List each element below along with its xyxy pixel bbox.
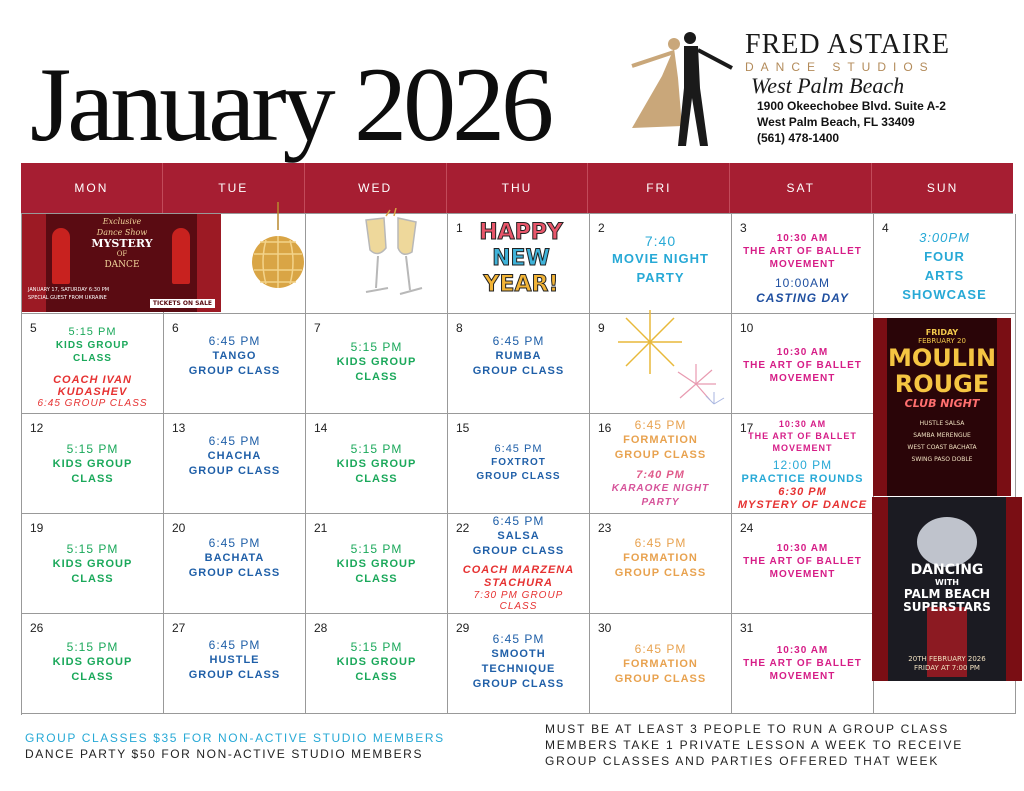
- event-time: 5:15 PM: [350, 340, 403, 354]
- poster-text: SPECIAL GUEST FROM UKRAINE: [28, 295, 107, 301]
- poster-text: WEST COAST BACHATA: [907, 444, 977, 451]
- day-cell-21: [306, 514, 448, 614]
- weekday-sat: SAT: [730, 163, 872, 213]
- disco-ball-icon: [250, 202, 306, 302]
- poster-text: TICKETS ON SALE: [150, 299, 215, 308]
- day-cell-24: [732, 514, 874, 614]
- event-time: 6:45 PM: [634, 642, 687, 656]
- mystery-of-dance-poster: [22, 214, 221, 312]
- event-time: 5:15 PM: [66, 640, 119, 654]
- dancing-couple-logo: [612, 28, 744, 150]
- day-cell-14: [306, 414, 448, 514]
- poster-text: SUPERSTARS: [903, 600, 991, 614]
- date-number: 28: [314, 621, 328, 635]
- moulin-rouge-poster: [873, 318, 1011, 496]
- event-title: THE ART OF BALLET: [743, 556, 862, 567]
- hny-year: YEAR!: [483, 272, 559, 297]
- event-time: 6:30 PM: [778, 486, 827, 498]
- day-cell-15: [448, 414, 590, 514]
- day-cell-29: [448, 614, 590, 714]
- event-time: 3:00PM: [919, 230, 970, 245]
- event-title: KIDS GROUP: [52, 458, 133, 470]
- event-title: MOVIE NIGHT: [612, 251, 709, 266]
- event-title: KIDS GROUP: [336, 356, 417, 368]
- event-title: CLASS: [73, 353, 112, 364]
- poster-text: MOULIN: [887, 344, 997, 372]
- weekday-fri: FRI: [588, 163, 730, 213]
- event-title: MOVEMENT: [769, 259, 836, 270]
- event-time: 6:45 PM: [634, 536, 687, 550]
- dance-party-price-note: DANCE PARTY $50 FOR NON-ACTIVE STUDIO MEMBERS: [25, 747, 424, 761]
- day-cell-9: [590, 314, 732, 414]
- event-title: CLASS: [355, 671, 398, 683]
- event-title: FORMATION: [623, 658, 698, 670]
- date-number: 29: [456, 621, 470, 635]
- day-cell-2: [590, 214, 732, 314]
- date-number: 19: [30, 521, 44, 535]
- event-title: CLASS: [71, 671, 114, 683]
- coach-name: COACH IVAN: [53, 374, 132, 386]
- event-title: SMOOTH: [491, 648, 546, 660]
- event-time: 7:40 PM: [636, 469, 685, 481]
- date-number: 9: [598, 321, 605, 335]
- event-title: FORMATION: [623, 434, 698, 446]
- event-title: GROUP CLASS: [188, 365, 281, 377]
- event-time: 6:45 PM: [208, 638, 261, 652]
- day-cell-empty: [306, 214, 448, 314]
- day-cell-30: [590, 614, 732, 714]
- hny-happy: HAPPY: [479, 220, 563, 245]
- poster-text: WITH: [935, 578, 959, 587]
- event-title: KIDS GROUP: [336, 656, 417, 668]
- day-cell-16: [590, 414, 732, 514]
- weekday-header: [21, 163, 1013, 213]
- event-title: CHACHA: [207, 450, 262, 462]
- day-cell-6: [164, 314, 306, 414]
- event-time: 5:15 PM: [350, 542, 403, 556]
- event-title: CLASS: [355, 473, 398, 485]
- poster-text: DANCE: [104, 260, 140, 270]
- coach-name: STACHURA: [484, 577, 553, 589]
- calendar-title: January 2026: [30, 46, 551, 163]
- poster-text: FEBRUARY 20: [918, 337, 966, 345]
- event-title: MOVEMENT: [769, 671, 836, 682]
- coach-name: KUDASHEV: [57, 386, 128, 398]
- event-time: 10:30 AM: [778, 419, 827, 429]
- event-title: CLASS: [355, 573, 398, 585]
- event-title: BACHATA: [204, 552, 265, 564]
- event-time: 6:45 PM: [492, 334, 545, 348]
- day-cell-22: [448, 514, 590, 614]
- fireworks-icon: [610, 304, 732, 414]
- event-title: TANGO: [212, 350, 257, 362]
- day-cell-10: [732, 314, 874, 414]
- date-number: 21: [314, 521, 328, 535]
- date-number: 17: [740, 421, 754, 435]
- event-time: 6:45 PM: [494, 443, 543, 455]
- event-title: THE ART OF BALLET: [743, 246, 862, 257]
- date-number: 12: [30, 421, 44, 435]
- event-time: 6:45 PM: [208, 536, 261, 550]
- date-number: 14: [314, 421, 328, 435]
- date-number: 13: [172, 421, 186, 435]
- day-cell-7: [306, 314, 448, 414]
- event-title: GROUP CLASS: [472, 678, 565, 690]
- happy-new-year-graphic: [468, 220, 574, 308]
- dancing-superstars-poster: [872, 497, 1022, 681]
- event-time: 6:45 PM: [492, 632, 545, 646]
- poster-text: 20TH FEBRUARY 2026: [908, 655, 986, 663]
- day-cell-13: [164, 414, 306, 514]
- event-title: CASTING DAY: [756, 291, 849, 305]
- poster-text: FRIDAY: [925, 328, 959, 337]
- event-time: 6:45 PM: [634, 418, 687, 432]
- day-cell-12: [22, 414, 164, 514]
- event-title: FORMATION: [623, 552, 698, 564]
- weekday-wed: WED: [305, 163, 447, 213]
- phone-number: (561) 478-1400: [757, 131, 840, 145]
- event-title: THE ART OF BALLET: [743, 658, 862, 669]
- day-cell-23: [590, 514, 732, 614]
- date-number: 6: [172, 321, 179, 335]
- event-title: KIDS GROUP: [52, 558, 133, 570]
- event-title: CLASS: [71, 573, 114, 585]
- policy-line: MUST BE AT LEAST 3 PEOPLE TO RUN A GROUP CLASS: [545, 722, 950, 736]
- poster-text: HUSTLE SALSA: [919, 420, 965, 427]
- event-time: 5:15 PM: [68, 326, 117, 338]
- studio-name: FRED ASTAIRE: [745, 29, 951, 60]
- date-number: 7: [314, 321, 321, 335]
- event-time: 10:00AM: [774, 276, 831, 290]
- day-cell-19: [22, 514, 164, 614]
- event-time: 10:30 AM: [776, 645, 829, 656]
- poster-text: Dance Show: [96, 228, 148, 237]
- date-number: 3: [740, 221, 747, 235]
- day-cell-8: [448, 314, 590, 414]
- date-number: 23: [598, 521, 612, 535]
- date-number: 24: [740, 521, 754, 535]
- event-title: 7:30 PM GROUP: [473, 590, 564, 601]
- poster-text: PALM BEACH: [903, 587, 991, 601]
- event-title: KARAOKE NIGHT: [611, 483, 710, 494]
- event-time: 5:15 PM: [350, 442, 403, 456]
- event-title: FOXTROT: [491, 457, 546, 468]
- day-cell-4: [874, 214, 1016, 314]
- event-title: CLASS: [355, 371, 398, 383]
- event-time: 12:00 PM: [772, 458, 833, 472]
- event-title: KIDS GROUP: [55, 340, 130, 351]
- coach-name: COACH MARZENA: [462, 564, 575, 576]
- date-number: 16: [598, 421, 612, 435]
- studio-location: West Palm Beach: [751, 73, 905, 98]
- date-number: 4: [882, 221, 889, 235]
- date-number: 22: [456, 521, 470, 535]
- hny-new: NEW: [492, 246, 550, 271]
- event-title: GROUP CLASS: [614, 673, 707, 685]
- weekday-thu: THU: [447, 163, 589, 213]
- poster-text: MYSTERY: [91, 237, 153, 250]
- day-cell-1: [448, 214, 590, 314]
- event-title: ARTS: [924, 268, 965, 283]
- weekday-mon: MON: [21, 163, 163, 213]
- event-title: HUSTLE: [209, 654, 260, 666]
- date-number: 30: [598, 621, 612, 635]
- event-time: 6:45 PM: [208, 434, 261, 448]
- event-title: PARTY: [636, 270, 685, 285]
- disco-ball-icon: [917, 517, 977, 567]
- date-number: 27: [172, 621, 186, 635]
- pricing-notes: [25, 730, 445, 762]
- event-title: GROUP CLASS: [614, 567, 707, 579]
- poster-text: SAMBA MERENGUE: [913, 432, 971, 439]
- event-title: KIDS GROUP: [336, 458, 417, 470]
- policy-notes: [545, 721, 1015, 769]
- event-time: 6:45 PM: [492, 514, 545, 528]
- poster-text: OF: [116, 250, 128, 258]
- studio-brand: [745, 30, 1015, 146]
- day-cell-5: [22, 314, 164, 414]
- poster-text: FRIDAY AT 7:00 PM: [914, 664, 980, 672]
- event-title: THE ART OF BALLET: [743, 360, 862, 371]
- event-title: GROUP CLASS: [188, 567, 281, 579]
- event-title: MOVEMENT: [769, 569, 836, 580]
- event-time: 5:15 PM: [350, 640, 403, 654]
- date-number: 1: [456, 221, 463, 235]
- event-time: 5:15 PM: [66, 442, 119, 456]
- day-cell-20: [164, 514, 306, 614]
- event-title: PARTY: [641, 497, 680, 508]
- policy-line: MEMBERS TAKE 1 PRIVATE LESSON A WEEK TO RECEIVE: [545, 738, 964, 752]
- day-cell-3: [732, 214, 874, 314]
- event-title: 6:45 GROUP CLASS: [37, 398, 148, 409]
- event-title: SALSA: [497, 530, 540, 542]
- poster-text: DANCING: [910, 562, 984, 578]
- event-time: 5:15 PM: [66, 542, 119, 556]
- event-title: GROUP CLASS: [472, 545, 565, 557]
- event-title: THE ART OF BALLET: [748, 431, 857, 441]
- event-time: 10:30 AM: [776, 233, 829, 244]
- event-time: 10:30 AM: [776, 543, 829, 554]
- event-time: 6:45 PM: [208, 334, 261, 348]
- event-title: FOUR: [924, 249, 965, 264]
- day-cell-17: [732, 414, 874, 514]
- day-cell-26: [22, 614, 164, 714]
- event-title: TECHNIQUE: [481, 663, 556, 675]
- address-line-2: West Palm Beach, FL 33409: [757, 115, 915, 129]
- date-number: 31: [740, 621, 754, 635]
- event-time: 7:40: [644, 233, 677, 249]
- event-title: PRACTICE ROUNDS: [741, 473, 864, 485]
- date-number: 8: [456, 321, 463, 335]
- event-title: CLASS: [499, 601, 538, 612]
- event-title: MOVEMENT: [769, 373, 836, 384]
- event-title: GROUP CLASS: [472, 365, 565, 377]
- date-number: 20: [172, 521, 186, 535]
- event-title: GROUP CLASS: [188, 465, 281, 477]
- event-title: MOVEMENT: [772, 443, 833, 453]
- event-title: SHOWCASE: [902, 287, 987, 302]
- date-number: 15: [456, 421, 470, 435]
- event-title: GROUP CLASS: [188, 669, 281, 681]
- date-number: 10: [740, 321, 754, 335]
- event-title: CLASS: [71, 473, 114, 485]
- event-title: MYSTERY OF DANCE: [737, 499, 868, 511]
- champagne-glasses-icon: [352, 208, 432, 308]
- date-number: 2: [598, 221, 605, 235]
- event-title: GROUP CLASS: [614, 449, 707, 461]
- poster-text: Exclusive: [102, 217, 142, 226]
- weekday-tue: TUE: [163, 163, 305, 213]
- poster-text: CLUB NIGHT: [904, 397, 980, 410]
- event-title: KIDS GROUP: [336, 558, 417, 570]
- group-class-price-note: GROUP CLASSES $35 FOR NON-ACTIVE STUDIO MEMBERS: [25, 731, 445, 745]
- poster-text: SWING PASO DOBLE: [911, 456, 973, 463]
- weekday-sun: SUN: [926, 181, 959, 195]
- event-title: GROUP CLASS: [476, 471, 561, 482]
- event-title: RUMBA: [495, 350, 542, 362]
- poster-text: ROUGE: [894, 370, 990, 398]
- event-time: 10:30 AM: [776, 347, 829, 358]
- event-title: KIDS GROUP: [52, 656, 133, 668]
- day-cell-28: [306, 614, 448, 714]
- poster-text: JANUARY 17, SATURDAY 6:30 PM: [28, 287, 110, 293]
- studio-subtitle: DANCE STUDIOS: [745, 60, 935, 74]
- policy-line: GROUP CLASSES AND PARTIES OFFERED THAT WEEK: [545, 754, 940, 768]
- address-line-1: 1900 Okeechobee Blvd. Suite A-2: [757, 99, 946, 113]
- date-number: 5: [30, 321, 37, 335]
- day-cell-27: [164, 614, 306, 714]
- day-cell-31: [732, 614, 874, 714]
- date-number: 26: [30, 621, 44, 635]
